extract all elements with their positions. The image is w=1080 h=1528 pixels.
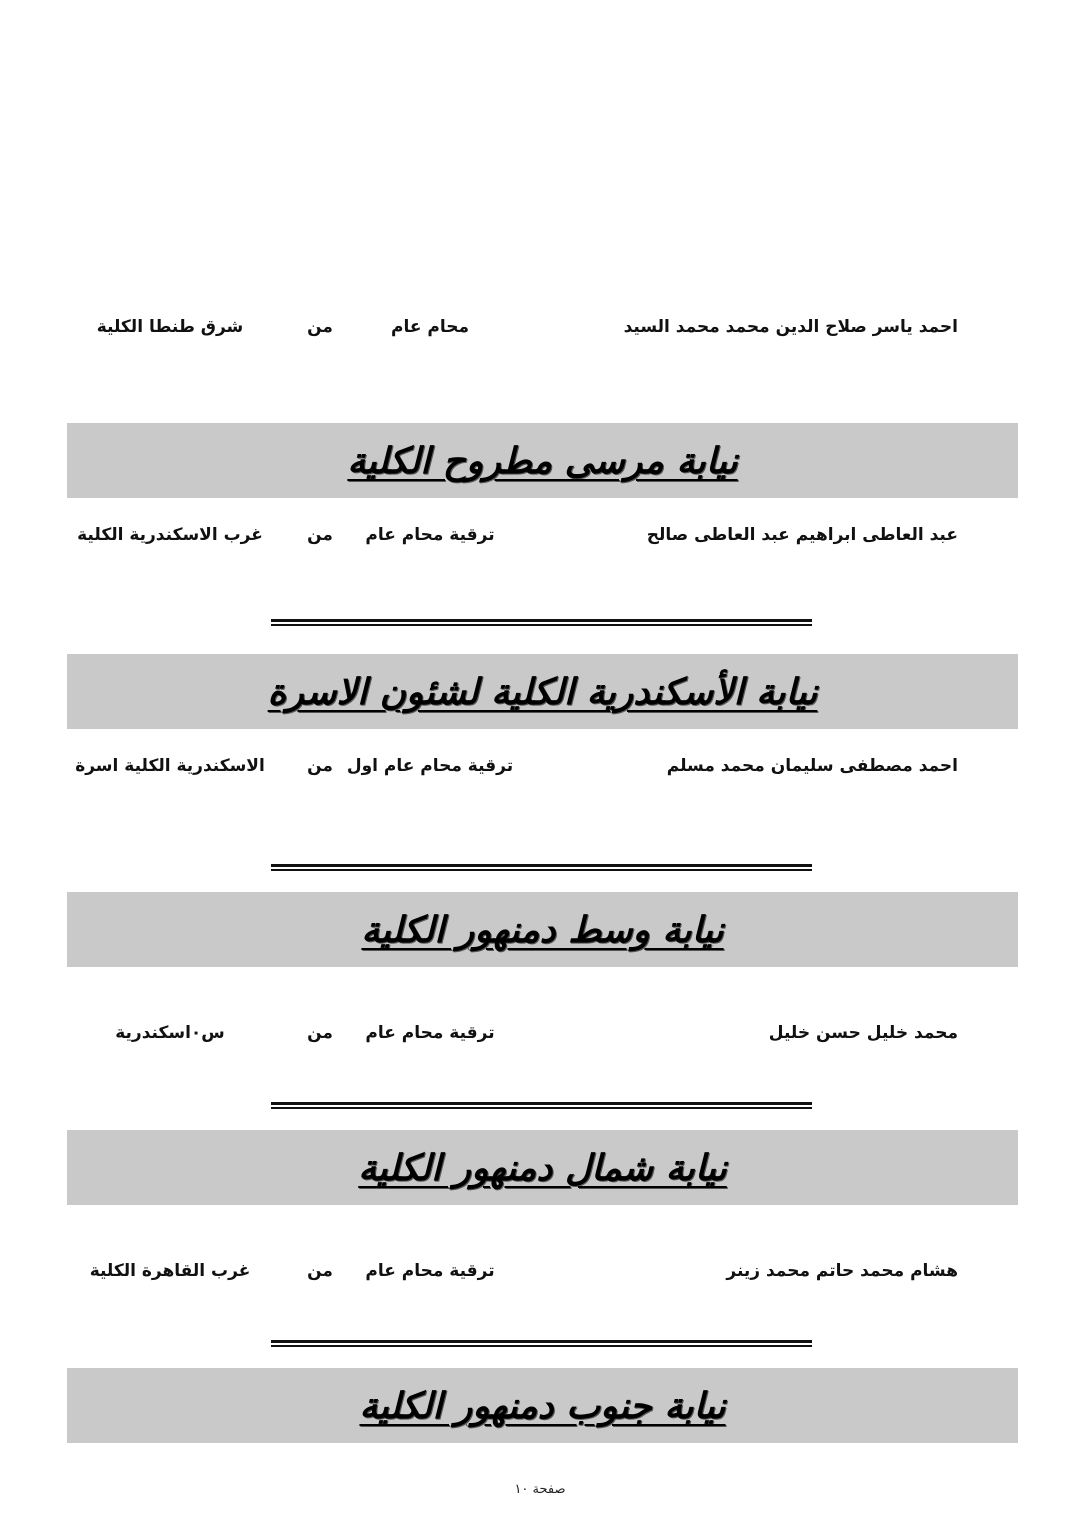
section-banner bbox=[67, 1368, 1018, 1443]
section-divider bbox=[271, 619, 812, 626]
section-banner bbox=[67, 423, 1018, 498]
origin-office: الاسكندرية الكلية اسرة bbox=[75, 756, 265, 776]
section-divider bbox=[271, 864, 812, 871]
origin-office: غرب القاهرة الكلية bbox=[89, 1261, 251, 1281]
section-divider bbox=[271, 1102, 812, 1109]
section-banner bbox=[67, 892, 1018, 967]
section-title: نيابة مرسى مطروح الكلية bbox=[347, 439, 738, 482]
entry-row bbox=[0, 1251, 1080, 1291]
section-divider bbox=[271, 1340, 812, 1347]
position-action: محام عام bbox=[391, 317, 469, 337]
entry-row bbox=[0, 515, 1080, 555]
section-title: نيابة جنوب دمنهور الكلية bbox=[359, 1384, 726, 1427]
origin-office: غرب الاسكندرية الكلية bbox=[77, 525, 263, 545]
entry-row bbox=[0, 1013, 1080, 1053]
section-banner bbox=[67, 654, 1018, 729]
entry-row bbox=[0, 746, 1080, 786]
position-action: ترقية محام عام bbox=[365, 525, 495, 545]
person-name: هشام محمد حاتم محمد زينر bbox=[726, 1261, 958, 1281]
from-label: من bbox=[307, 525, 333, 545]
section-title: نيابة شمال دمنهور الكلية bbox=[358, 1146, 727, 1189]
entry-row bbox=[0, 307, 1080, 347]
from-label: من bbox=[307, 317, 333, 337]
origin-office: شرق طنطا الكلية bbox=[96, 317, 244, 337]
person-name: احمد ياسر صلاح الدين محمد محمد السيد bbox=[623, 317, 958, 337]
origin-office: س٠اسكندرية bbox=[115, 1023, 225, 1043]
position-action: ترقية محام عام اول bbox=[346, 756, 514, 776]
position-action: ترقية محام عام bbox=[365, 1261, 495, 1281]
person-name: محمد خليل حسن خليل bbox=[768, 1023, 958, 1043]
section-title: نيابة وسط دمنهور الكلية bbox=[361, 908, 724, 951]
person-name: عبد العاطى ابراهيم عبد العاطى صالح bbox=[646, 525, 958, 545]
page-number: صفحة ١٠ bbox=[514, 1482, 566, 1497]
from-label: من bbox=[307, 756, 333, 776]
from-label: من bbox=[307, 1023, 333, 1043]
section-banner bbox=[67, 1130, 1018, 1205]
person-name: احمد مصطفى سليمان محمد مسلم bbox=[666, 756, 958, 776]
position-action: ترقية محام عام bbox=[365, 1023, 495, 1043]
section-title: نيابة الأسكندرية الكلية لشئون الاسرة bbox=[267, 670, 818, 713]
from-label: من bbox=[307, 1261, 333, 1281]
